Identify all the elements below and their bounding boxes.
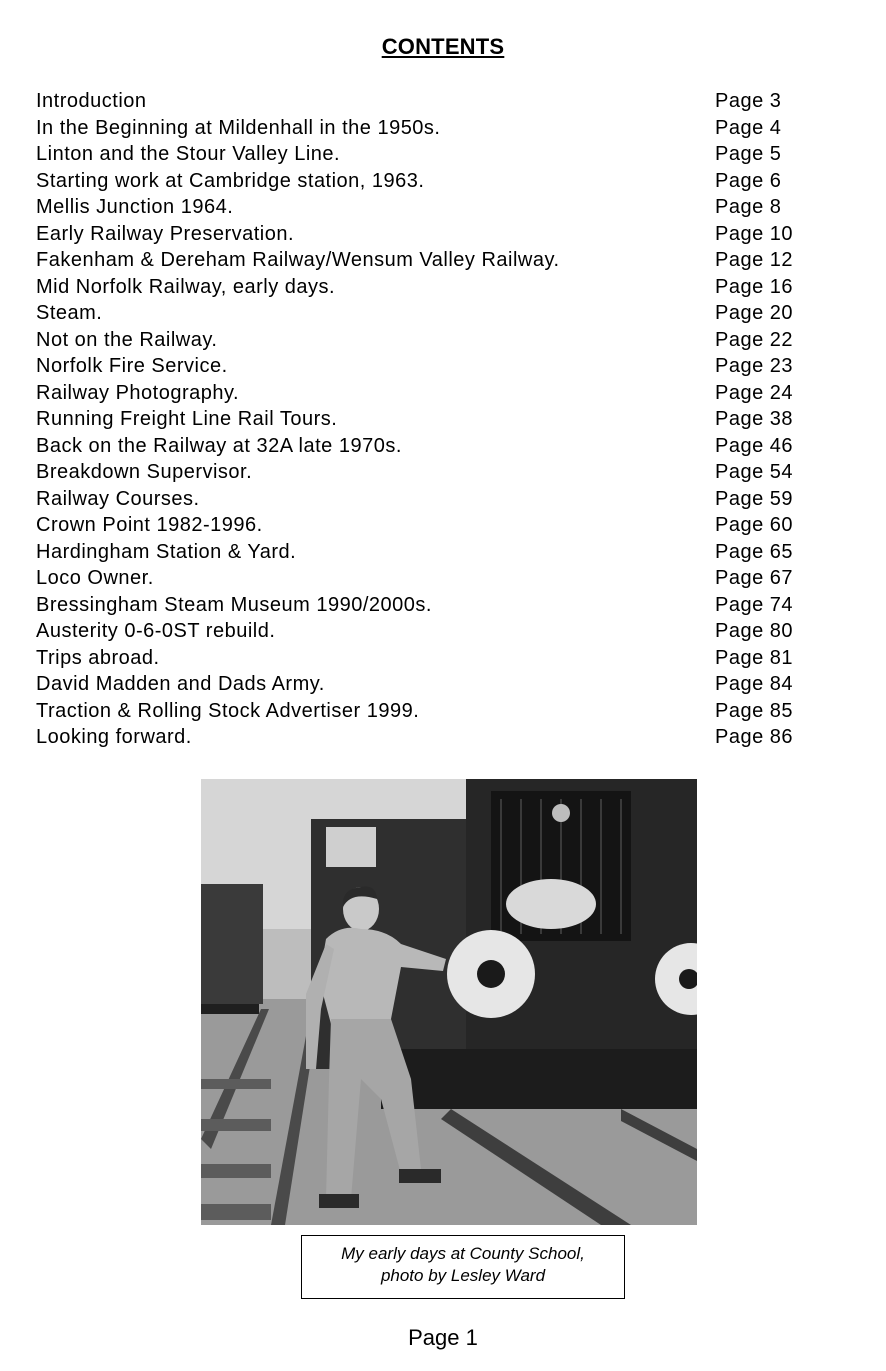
toc-entry-title: Hardingham Station & Yard.: [36, 540, 297, 563]
toc-entry: [36, 141, 826, 168]
toc-entry: [36, 565, 826, 592]
toc-entry: [36, 168, 826, 195]
toc-entry-page: Page 24: [715, 381, 794, 404]
toc-entry-title: Trips abroad.: [36, 646, 160, 669]
toc-entry-page: Page 22: [715, 328, 794, 351]
caption-line-2: photo by Lesley Ward: [380, 1266, 546, 1285]
toc-entry: [36, 486, 826, 513]
toc-entry: [36, 221, 826, 248]
toc-entry: [36, 194, 826, 221]
caption-line-1: My early days at County School,: [341, 1244, 585, 1263]
toc-entry: [36, 698, 826, 725]
toc-entry: [36, 115, 826, 142]
toc-entry-page: Page 3: [715, 90, 782, 112]
toc-entry-title: Not on the Railway.: [36, 328, 218, 351]
toc-entry: [36, 459, 826, 486]
toc-entry-title: Early Railway Preservation.: [36, 222, 295, 245]
toc-entry-page: Page 38: [715, 408, 794, 430]
toc-entry-page: Page 23: [715, 355, 794, 377]
toc-entry-title: Mellis Junction 1964.: [36, 196, 234, 218]
toc-entry-title: Starting work at Cambridge station, 1963.: [36, 169, 425, 192]
toc-entry: [36, 645, 826, 672]
toc-entry: [36, 592, 826, 619]
toc-entry: [36, 618, 826, 645]
toc-entry-page: Page 84: [715, 673, 794, 695]
toc-entry-title: Railway Courses.: [36, 487, 200, 510]
toc-entry-title: In the Beginning at Mildenhall in the 1950s.: [36, 116, 441, 139]
toc-entry-title: Linton and the Stour Valley Line.: [36, 143, 341, 165]
toc-entry-page: Page 81: [715, 646, 794, 669]
toc-entry-page: Page 10: [715, 222, 794, 245]
toc-entry: [36, 247, 826, 274]
toc-entry-title: Mid Norfolk Railway, early days.: [36, 275, 336, 298]
toc-entry-page: Page 85: [715, 699, 794, 722]
toc-entry: [36, 671, 826, 698]
toc-entry: [36, 300, 826, 327]
toc-entry-page: Page 65: [715, 540, 794, 563]
toc-entry: [36, 539, 826, 566]
toc-entry: [36, 380, 826, 407]
toc-entry-page: Page 6: [715, 169, 782, 192]
toc-entry: [36, 353, 826, 380]
toc-entry-page: Page 74: [715, 593, 794, 616]
toc-entry-title: Fakenham & Dereham Railway/Wensum Valley Railway.: [36, 249, 560, 271]
toc-entry-title: Breakdown Supervisor.: [36, 461, 253, 483]
toc-entry: [36, 88, 826, 115]
toc-entry: [36, 724, 826, 751]
toc-entry-title: Austerity 0-6-0ST rebuild.: [36, 620, 276, 642]
toc-entry-title: Back on the Railway at 32A late 1970s.: [36, 434, 402, 457]
toc-entry: [36, 274, 826, 301]
toc-entry: [36, 406, 826, 433]
contents-title: CONTENTS: [381, 34, 505, 59]
toc-entry-title: Norfolk Fire Service.: [36, 355, 228, 377]
toc-entry-title: Looking forward.: [36, 726, 192, 748]
locomotive-photo: [201, 779, 697, 1225]
toc-entry-page: Page 67: [715, 567, 794, 589]
toc-entry-title: David Madden and Dads Army.: [36, 673, 325, 695]
toc-entry-page: Page 4: [715, 116, 782, 139]
toc-entry-title: Bressingham Steam Museum 1990/2000s.: [36, 593, 432, 616]
toc-entry-page: Page 20: [715, 302, 794, 324]
page-number: Page 1: [408, 1325, 478, 1350]
toc-entry-title: Introduction: [36, 90, 147, 112]
toc-entry-page: Page 59: [715, 487, 794, 510]
toc-entry-page: Page 8: [715, 196, 782, 218]
toc-entry: [36, 512, 826, 539]
photo-caption: [301, 1235, 625, 1299]
toc-entry-title: Loco Owner.: [36, 567, 154, 589]
toc-entry-page: Page 12: [715, 249, 794, 271]
toc-entry-title: Railway Photography.: [36, 381, 240, 404]
toc-entry-page: Page 80: [715, 620, 794, 642]
toc-entry-page: Page 60: [715, 514, 794, 536]
toc-entry-page: Page 54: [715, 461, 794, 483]
toc-entry-page: Page 16: [715, 275, 794, 298]
toc-entry-page: Page 5: [715, 143, 782, 165]
toc-entry: [36, 433, 826, 460]
toc-entry-page: Page 46: [715, 434, 794, 457]
toc-entry-title: Crown Point 1982-1996.: [36, 514, 263, 536]
contents-list: [36, 88, 826, 751]
toc-entry-page: Page 86: [715, 726, 794, 748]
toc-entry: [36, 327, 826, 354]
toc-entry-title: Running Freight Line Rail Tours.: [36, 408, 338, 430]
toc-entry-title: Steam.: [36, 302, 103, 324]
toc-entry-title: Traction & Rolling Stock Advertiser 1999.: [36, 699, 420, 722]
